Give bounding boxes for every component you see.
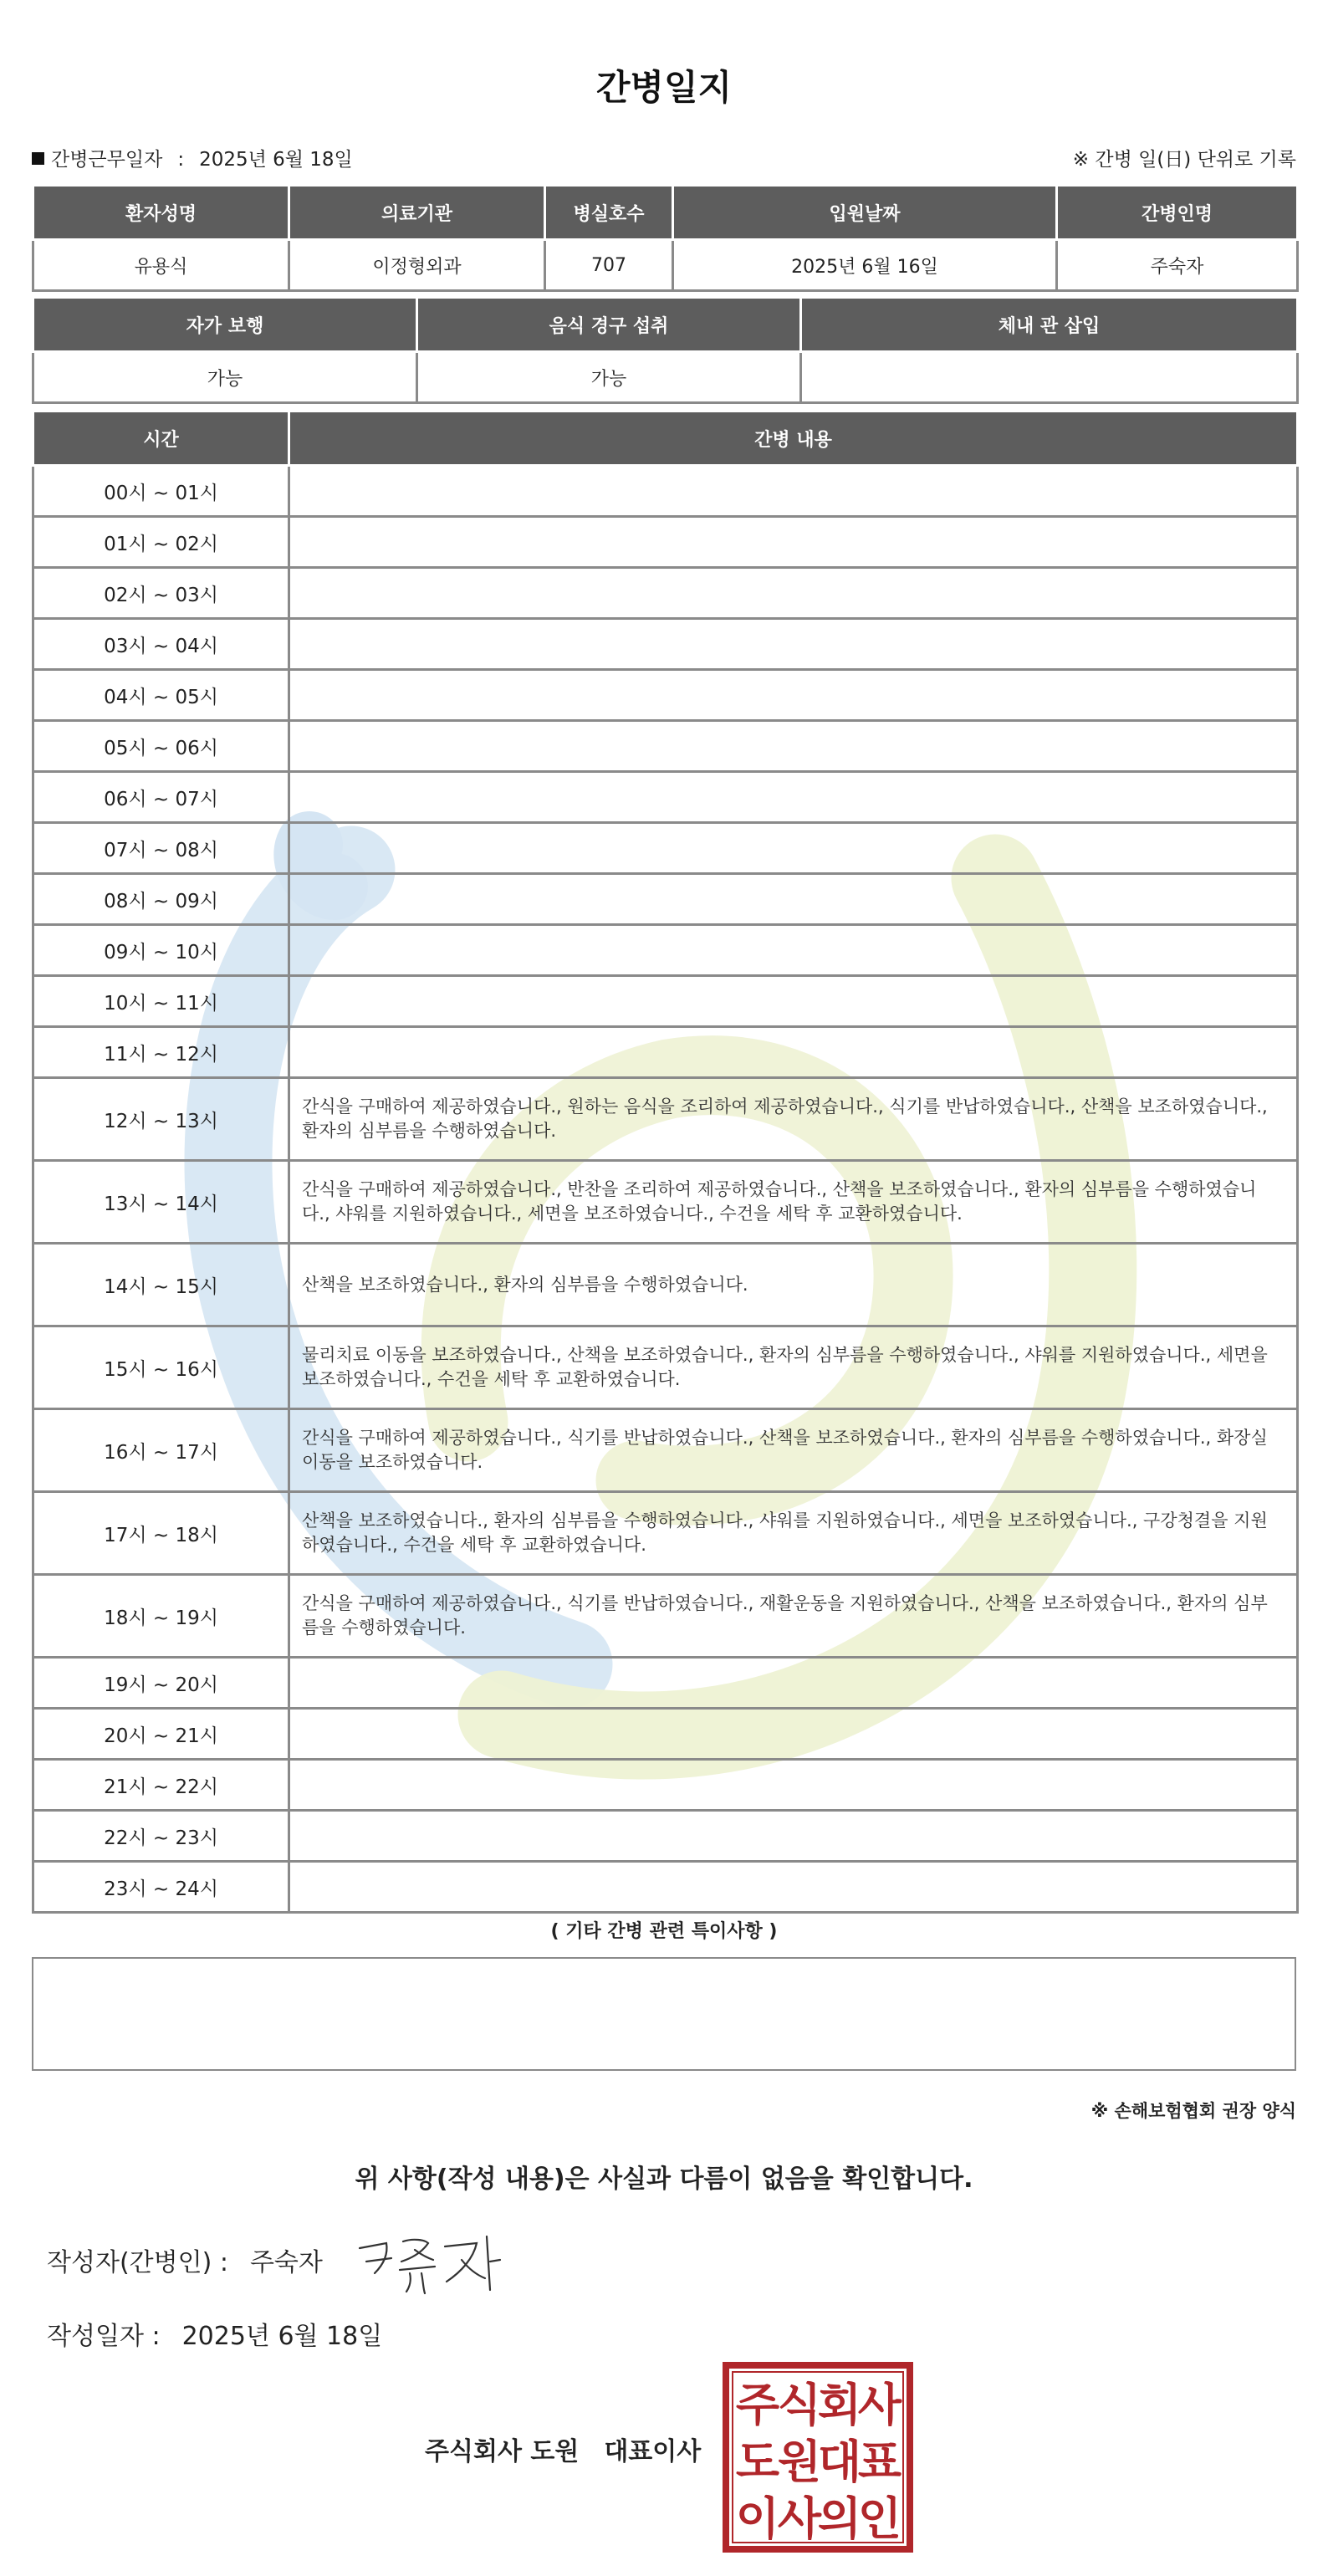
patient-info-table (32, 184, 1299, 292)
log-time: 04시 ~ 05시 (33, 670, 289, 721)
confirmation-statement: 위 사항(작성 내용)은 사실과 다름이 없음을 확인합니다. (355, 2165, 973, 2194)
log-header-row (33, 411, 1298, 466)
log-time: 21시 ~ 22시 (33, 1760, 289, 1811)
seal-char: 사 (777, 2492, 822, 2545)
seal-char: 의 (817, 2492, 862, 2545)
log-row (33, 619, 1298, 670)
log-time: 08시 ~ 09시 (33, 874, 289, 925)
log-content (289, 1811, 1298, 1862)
insurance-note: ※ 손해보험협회 권장 양식 (1090, 2101, 1296, 2121)
log-time: 19시 ~ 20시 (33, 1658, 289, 1709)
log-time: 07시 ~ 08시 (33, 823, 289, 874)
log-row (33, 1161, 1298, 1244)
header-self-walking: 자가 보행 (33, 298, 417, 352)
log-content: 간식을 구매하여 제공하였습니다., 원하는 음식을 조리하여 제공하였습니다., 식기를 반납하였습니다., 산책을 보조하였습니다., 환자의 심부름을 수행하였습니다. (289, 1078, 1298, 1161)
log-content: 간식을 구매하여 제공하였습니다., 반찬을 조리하여 제공하였습니다., 산책을 보조하였습니다., 환자의 심부름을 수행하였습니다., 샤워를 지원하였습니다., 세면을 보조하였습니다., 수건을 세탁 후 교환하였습니다. (289, 1161, 1298, 1244)
log-time: 03시 ~ 04시 (33, 619, 289, 670)
log-row (33, 1244, 1298, 1326)
log-time: 02시 ~ 03시 (33, 568, 289, 619)
seal-char: 원 (777, 2435, 822, 2488)
seal-char: 주 (735, 2379, 780, 2431)
hourly-log-table (32, 410, 1299, 1914)
log-time: 17시 ~ 18시 (33, 1492, 289, 1575)
log-content: 물리치료 이동을 보조하였습니다., 산책을 보조하였습니다., 환자의 심부름을 수행하였습니다., 샤워를 지원하였습니다., 세면을 보조하였습니다., 수건을 세탁 후 교환하였습니다. (289, 1326, 1298, 1409)
seal-char: 식 (777, 2379, 822, 2431)
handwritten-signature (351, 2225, 502, 2300)
ability-value-row (33, 352, 1298, 403)
log-content: 산책을 보조하였습니다., 환자의 심부름을 수행하였습니다., 샤워를 지원하였습니다., 세면을 보조하였습니다., 구강청결을 지원하였습니다., 수건을 세탁 후 교환하였습니다. (289, 1492, 1298, 1575)
patient-name: 유용식 (33, 240, 289, 291)
header-caregiver: 간병인명 (1057, 186, 1298, 240)
log-content: 간식을 구매하여 제공하였습니다., 식기를 반납하였습니다., 산책을 보조하였습니다., 환자의 심부름을 수행하였습니다., 화장실 이동을 보조하였습니다. (289, 1409, 1298, 1492)
seal-char: 사 (857, 2379, 902, 2431)
header-care-content: 간병 내용 (289, 411, 1298, 466)
log-row (33, 1409, 1298, 1492)
patient-info-header-row (33, 186, 1298, 240)
log-time: 14시 ~ 15시 (33, 1244, 289, 1326)
seal-char: 이 (735, 2492, 780, 2545)
log-content (289, 670, 1298, 721)
remarks-box (32, 1957, 1296, 2071)
writer-label: 작성자(간병인) : (47, 2248, 228, 2277)
written-date-label: 작성일자 : (47, 2322, 161, 2351)
page-title: 간병일지 (595, 67, 733, 108)
log-content: 간식을 구매하여 제공하였습니다., 식기를 반납하였습니다., 재활운동을 지원하였습니다., 산책을 보조하였습니다., 환자의 심부름을 수행하였습니다. (289, 1575, 1298, 1658)
log-row (33, 466, 1298, 517)
log-content (289, 1709, 1298, 1760)
header-patient-name: 환자성명 (33, 186, 289, 240)
log-row (33, 772, 1298, 823)
log-time: 01시 ~ 02시 (33, 517, 289, 568)
log-time: 05시 ~ 06시 (33, 721, 289, 772)
log-content (289, 721, 1298, 772)
log-row (33, 670, 1298, 721)
log-content (289, 823, 1298, 874)
log-row (33, 517, 1298, 568)
log-content (289, 568, 1298, 619)
log-row (33, 874, 1298, 925)
log-time: 15시 ~ 16시 (33, 1326, 289, 1409)
log-row (33, 1760, 1298, 1811)
log-content (289, 1862, 1298, 1913)
company-seal-stamp (721, 2360, 915, 2554)
log-content (289, 1658, 1298, 1709)
patient-info-value-row (33, 240, 1298, 291)
log-time: 00시 ~ 01시 (33, 466, 289, 517)
log-content (289, 1027, 1298, 1078)
square-bullet-icon (32, 152, 44, 165)
log-row (33, 1811, 1298, 1862)
caregiver-name: 주숙자 (1057, 240, 1298, 291)
log-row (33, 1862, 1298, 1913)
company-line (425, 2430, 701, 2467)
header-admission-date: 입원날짜 (673, 186, 1057, 240)
header-room: 병실호수 (545, 186, 673, 240)
company-title: 대표이사 (604, 2437, 702, 2466)
log-row (33, 1658, 1298, 1709)
log-content (289, 619, 1298, 670)
writer-name: 주숙자 (249, 2248, 323, 2277)
self-walking-value: 가능 (33, 352, 417, 403)
log-row (33, 1492, 1298, 1575)
header-oral-intake: 음식 경구 섭취 (417, 298, 801, 352)
log-time: 22시 ~ 23시 (33, 1811, 289, 1862)
log-content (289, 1760, 1298, 1811)
tube-insertion-value (801, 352, 1298, 403)
log-content (289, 874, 1298, 925)
writer-line (47, 2241, 323, 2278)
seal-char: 도 (735, 2435, 780, 2488)
log-time: 20시 ~ 21시 (33, 1709, 289, 1760)
remarks-title: ( 기타 간병 관련 특이사항 ) (550, 1921, 778, 1942)
work-date-value: 2025년 6월 18일 (199, 149, 353, 171)
work-date-label: 간병근무일자 (51, 149, 163, 171)
header-tube-insertion: 체내 관 삽입 (801, 298, 1298, 352)
log-body (33, 466, 1298, 1913)
seal-char: 회 (817, 2379, 862, 2431)
log-row (33, 721, 1298, 772)
log-row (33, 1027, 1298, 1078)
log-row (33, 568, 1298, 619)
log-time: 09시 ~ 10시 (33, 925, 289, 976)
seal-char: 표 (857, 2435, 902, 2488)
admission-date: 2025년 6월 16일 (673, 240, 1057, 291)
log-time: 06시 ~ 07시 (33, 772, 289, 823)
log-time: 18시 ~ 19시 (33, 1575, 289, 1658)
ability-table (32, 296, 1299, 404)
log-time: 23시 ~ 24시 (33, 1862, 289, 1913)
log-time: 11시 ~ 12시 (33, 1027, 289, 1078)
work-date-separator: : (177, 149, 185, 171)
log-row (33, 1078, 1298, 1161)
log-content (289, 772, 1298, 823)
log-content (289, 466, 1298, 517)
work-date-line (32, 144, 353, 171)
log-time: 13시 ~ 14시 (33, 1161, 289, 1244)
log-content (289, 517, 1298, 568)
unit-note: ※ 간병 일(日) 단위로 기록 (1072, 149, 1296, 171)
log-row (33, 1709, 1298, 1760)
log-row (33, 1326, 1298, 1409)
log-row (33, 976, 1298, 1027)
log-content: 산책을 보조하였습니다., 환자의 심부름을 수행하였습니다. (289, 1244, 1298, 1326)
log-time: 12시 ~ 13시 (33, 1078, 289, 1161)
room-number: 707 (545, 240, 673, 291)
header-time: 시간 (33, 411, 289, 466)
log-row (33, 1575, 1298, 1658)
log-time: 16시 ~ 17시 (33, 1409, 289, 1492)
written-date-line (47, 2315, 382, 2352)
log-content (289, 925, 1298, 976)
ability-header-row (33, 298, 1298, 352)
hospital: 이정형외과 (289, 240, 545, 291)
log-content (289, 976, 1298, 1027)
log-row (33, 925, 1298, 976)
company-name: 주식회사 도원 (425, 2437, 580, 2466)
seal-char: 인 (857, 2492, 902, 2545)
header-hospital: 의료기관 (289, 186, 545, 240)
log-time: 10시 ~ 11시 (33, 976, 289, 1027)
oral-intake-value: 가능 (417, 352, 801, 403)
seal-char: 대 (817, 2435, 862, 2488)
written-date-value: 2025년 6월 18일 (181, 2322, 383, 2351)
log-row (33, 823, 1298, 874)
